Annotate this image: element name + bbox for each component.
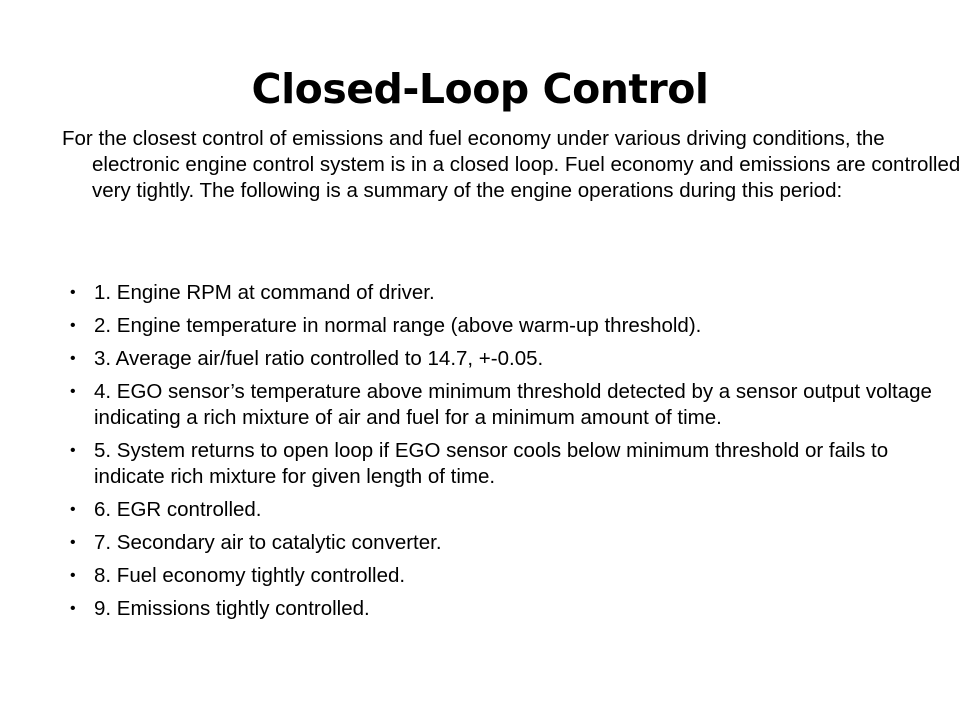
- bullet-text: 2. Engine temperature in normal range (above warm-up threshold).: [94, 314, 702, 337]
- bullet-list: [62, 280, 942, 629]
- bullet-dot-icon: •: [70, 284, 76, 301]
- bullet-dot-icon: •: [70, 534, 76, 551]
- bullet-text: 3. Average air/fuel ratio controlled to 14.7, +-0.05.: [94, 347, 544, 370]
- bullet-dot-icon: •: [70, 600, 76, 617]
- bullet-dot-icon: •: [70, 442, 76, 459]
- bullet-dot-icon: •: [70, 383, 76, 400]
- bullet-text: 9. Emissions tightly controlled.: [94, 597, 370, 620]
- bullet-item: [62, 313, 942, 339]
- bullet-item: [62, 596, 942, 622]
- bullet-text: 4. EGO sensor’s temperature above minimum threshold detected by a sensor output voltage indicating a rich mixture of air and fuel for a minimum amount of time.: [94, 380, 932, 429]
- bullet-text: 1. Engine RPM at command of driver.: [94, 281, 435, 304]
- bullet-text: 8. Fuel economy tightly controlled.: [94, 564, 406, 587]
- bullet-item: [62, 346, 942, 372]
- bullet-item: [62, 497, 942, 523]
- slide-title: Closed-Loop Control: [251, 65, 709, 113]
- bullet-text: 6. EGR controlled.: [94, 498, 262, 521]
- bullet-text: 7. Secondary air to catalytic converter.: [94, 531, 442, 554]
- intro-paragraph: For the closest control of emissions and fuel economy under various driving conditions, the electronic engine control system is in a closed loop. Fuel economy and emissions are controlled very tightly. The following is a summary of the engine operations during this period:: [62, 127, 960, 202]
- bullet-item: [62, 438, 942, 490]
- bullet-dot-icon: •: [70, 501, 76, 518]
- bullet-dot-icon: •: [70, 567, 76, 584]
- bullet-item: [62, 280, 942, 306]
- bullet-item: [62, 563, 942, 589]
- bullet-text: 5. System returns to open loop if EGO sensor cools below minimum threshold or fails to indicate rich mixture for given length of time.: [94, 439, 889, 488]
- bullet-dot-icon: •: [70, 317, 76, 334]
- bullet-dot-icon: •: [70, 350, 76, 367]
- bullet-item: [62, 379, 942, 431]
- bullet-item: [62, 530, 942, 556]
